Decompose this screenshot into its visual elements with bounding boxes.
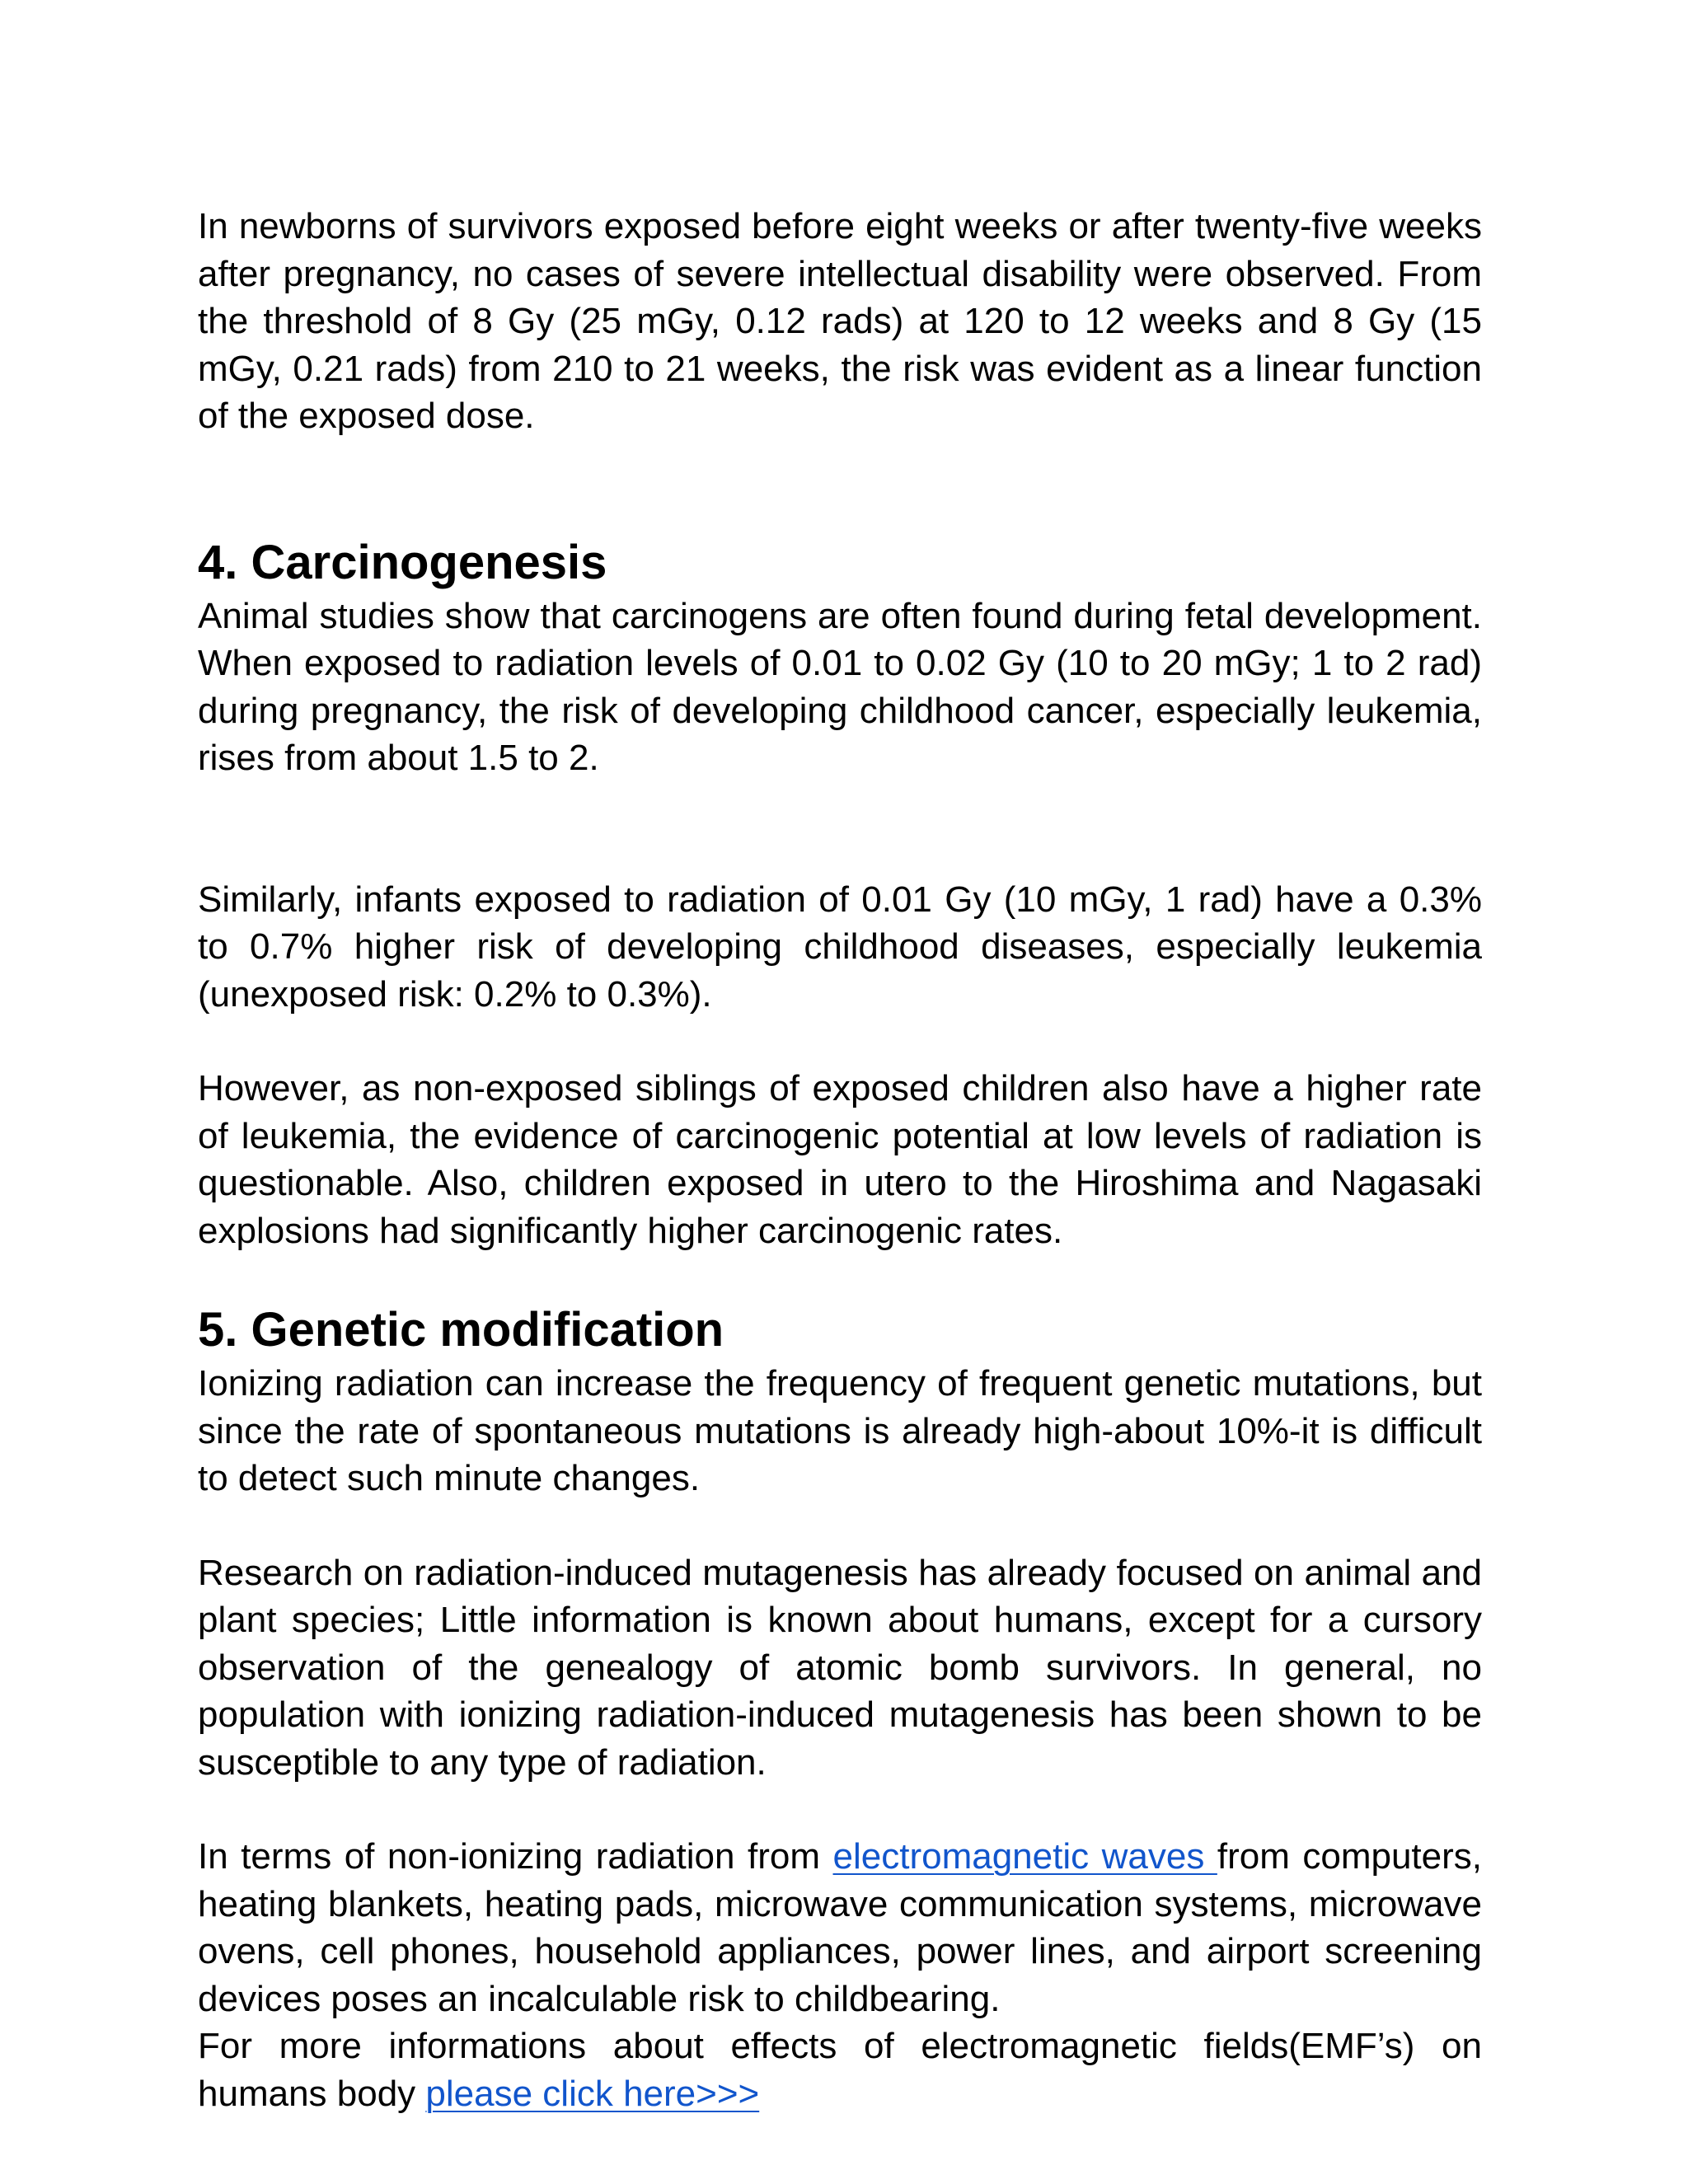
non-ionizing-text-after-link: from computers, heating blankets, heating pads, microwave communication systems, microwave ovens, cell phones, household appliances, power lines, and airport screening devices poses an incalculable risk to childbearing.: [198, 1836, 1483, 2019]
paragraph-non-ionizing-radiation: [198, 1833, 1482, 2022]
paragraph-infants-risk: Similarly, infants exposed to radiation of 0.01 Gy (10 mGy, 1 rad) have a 0.3% to 0.7% higher risk of developing childhood diseases, especially leukemia (unexposed risk: 0.2% to 0.3%).: [198, 879, 1482, 1015]
paragraph-ionizing-radiation: Ionizing radiation can increase the frequency of frequent genetic mutations, but since the rate of spontaneous mutations is already high-about 10%-it is difficult to detect such minute changes.: [198, 1363, 1482, 1498]
please-click-here-link[interactable]: please click here>>>: [425, 2073, 760, 2114]
non-ionizing-text-before-link: In terms of non-ionizing radiation from: [198, 1836, 833, 1877]
heading-genetic-modification: 5. Genetic modification: [198, 1303, 724, 1357]
electromagnetic-waves-link[interactable]: electromagnetic waves: [832, 1836, 1217, 1877]
paragraph-animal-studies: Animal studies show that carcinogens are often found during fetal development. When exposed to radiation levels of 0.01 to 0.02 Gy (10 to 20 mGy; 1 to 2 rad) during pregnancy, the risk of developing childhood cancer, especially leukemia, rises from about 1.5 to 2.: [198, 595, 1482, 778]
heading-carcinogenesis: 4. Carcinogenesis: [198, 535, 607, 589]
paragraph-mutagenesis-research: Research on radiation-induced mutagenesis has already focused on animal and plant species; Little information is known about humans, except for a cursory observation of the genealogy of atomic bomb survivors. In general, no population with ionizing radiation-induced mutagenesis has been shown to be susceptible to any type of radiation.: [198, 1552, 1482, 1783]
paragraph-more-information: [198, 2022, 1482, 2117]
more-info-text: For more informations about effects of electromagnetic fields(EMF’s) on humans body: [198, 2026, 1482, 2114]
document-content: [198, 203, 1482, 2117]
paragraph-siblings-leukemia: However, as non-exposed siblings of exposed children also have a higher rate of leukemia, the evidence of carcinogenic potential at low levels of radiation is questionable. Also, children exposed in utero to the Hiroshima and Nagasaki explosions had significantly higher carcinogenic rates.: [198, 1068, 1482, 1251]
paragraph-intellectual-disability: In newborns of survivors exposed before eight weeks or after twenty-five weeks after pregnancy, no cases of severe intellectual disability were observed. From the threshold of 8 Gy (25 mGy, 0.12 rads) at 120 to 12 weeks and 8 Gy (15 mGy, 0.21 rads) from 210 to 21 weeks, the risk was evident as a linear function of the exposed dose.: [198, 206, 1482, 436]
